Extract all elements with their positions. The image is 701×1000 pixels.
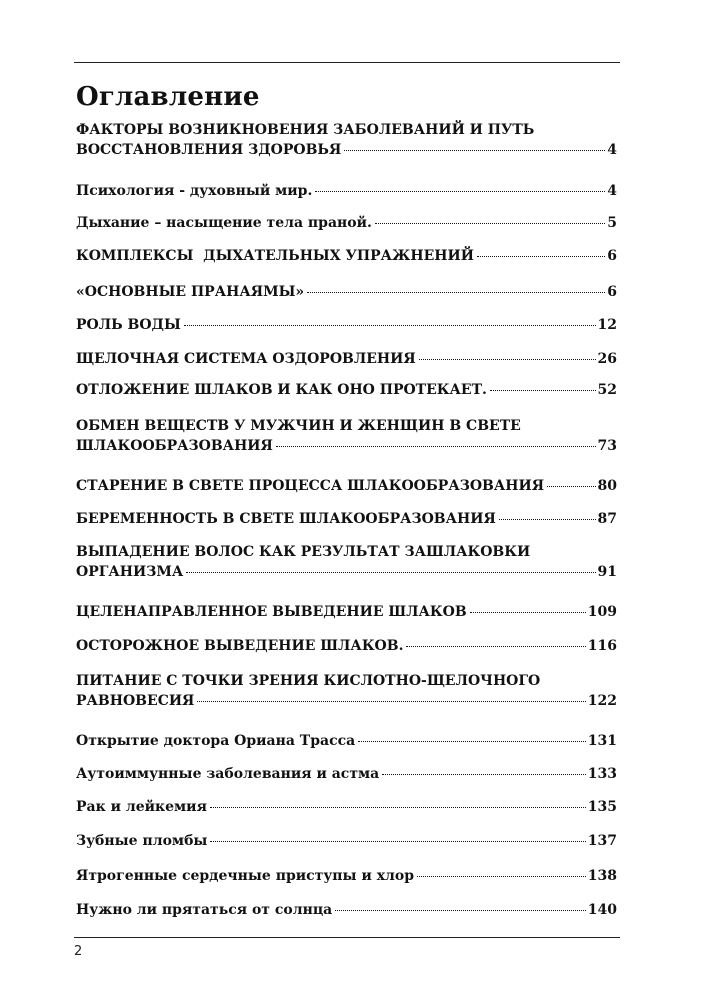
toc-entry-page: 140 [587, 902, 617, 918]
toc-entry-title: РОЛЬ ВОДЫ [76, 317, 181, 333]
dot-leader [307, 292, 605, 293]
toc-entry-page: 87 [597, 511, 617, 527]
toc-entry-page: 6 [607, 248, 617, 264]
toc-entry-title-line-1: ПИТАНИЕ С ТОЧКИ ЗРЕНИЯ КИСЛОТНО-ЩЕЛОЧНОГО [76, 673, 541, 689]
toc-entry-page: 12 [597, 317, 617, 333]
dot-leader [382, 774, 586, 775]
toc-entry-title: Рак и лейкемия [76, 799, 207, 815]
dot-leader [470, 612, 586, 613]
toc-entry-page: 116 [587, 638, 617, 654]
toc-entry-title: РАВНОВЕСИЯ [76, 693, 195, 709]
dot-leader [184, 325, 596, 326]
page-number: 2 [74, 944, 83, 959]
toc-entry-title: Открытие доктора Ориана Трасса [76, 733, 356, 749]
toc-entry-title: БЕРЕМЕННОСТЬ В СВЕТЕ ШЛАКООБРАЗОВАНИЯ [76, 511, 496, 527]
toc-entry-title: ОТЛОЖЕНИЕ ШЛАКОВ И КАК ОНО ПРОТЕКАЕТ. [76, 382, 487, 398]
toc-entry[interactable] [76, 315, 617, 335]
toc-entry-title: ОСТОРОЖНОЕ ВЫВЕДЕНИЕ ШЛАКОВ. [76, 638, 404, 654]
toc-entry[interactable] [76, 380, 617, 400]
toc-entry-title: ВОССТАНОВЛЕНИЯ ЗДОРОВЬЯ [76, 142, 342, 158]
dot-leader [276, 446, 596, 447]
dot-leader [547, 486, 595, 487]
toc-entry[interactable] [76, 602, 617, 622]
dot-leader [197, 701, 585, 702]
dot-leader [477, 256, 605, 257]
dot-leader [419, 359, 596, 360]
dot-leader [315, 191, 605, 192]
toc-entry-page: 6 [607, 284, 617, 300]
toc-entry[interactable] [76, 671, 617, 711]
dot-leader [344, 150, 605, 151]
toc-entry-page: 137 [587, 833, 617, 849]
toc-entry-title: Дыхание – насыщение тела праной. [76, 215, 372, 231]
toc-entry[interactable] [76, 476, 617, 496]
toc-entry[interactable] [76, 764, 617, 784]
dot-leader [499, 519, 596, 520]
toc-entry-page: 135 [587, 799, 617, 815]
dot-leader [210, 807, 586, 808]
dot-leader [490, 390, 596, 391]
toc-entry-page: 73 [597, 438, 617, 454]
dot-leader [210, 841, 585, 842]
toc-entry[interactable] [76, 282, 617, 302]
toc-entry[interactable] [76, 120, 617, 160]
toc-entry-title: КОМПЛЕКСЫ ДЫХАТЕЛЬНЫХ УПРАЖНЕНИЙ [76, 248, 474, 264]
dot-leader [375, 223, 605, 224]
top-rule [74, 62, 620, 63]
page-title: Оглавление [76, 82, 260, 112]
toc-entry-title: Ятрогенные сердечные приступы и хлор [76, 868, 415, 884]
toc-entry-title: Нужно ли прятаться от солнца [76, 902, 333, 918]
toc-entry-title: ОРГАНИЗМА [76, 564, 184, 580]
toc-entry-title: СТАРЕНИЕ В СВЕТЕ ПРОЦЕССА ШЛАКООБРАЗОВАНИЯ [76, 478, 545, 494]
toc-entry[interactable] [76, 246, 617, 266]
toc-entry-page: 26 [597, 351, 617, 367]
toc-entry[interactable] [76, 509, 617, 529]
toc-entry-title: ЩЕЛОЧНАЯ СИСТЕМА ОЗДОРОВЛЕНИЯ [76, 351, 416, 367]
toc-entry-page: 109 [587, 604, 617, 620]
toc-entry-page: 131 [587, 733, 617, 749]
toc-entry[interactable] [76, 636, 617, 656]
toc-entry-page: 80 [597, 478, 617, 494]
toc-entry-title: «ОСНОВНЫЕ ПРАНАЯМЫ» [76, 284, 305, 300]
toc-entry[interactable] [76, 866, 617, 886]
toc-entry[interactable] [76, 349, 617, 369]
toc-entry[interactable] [76, 731, 617, 751]
toc-entry-title: Зубные пломбы [76, 833, 208, 849]
toc-entry[interactable] [76, 181, 617, 201]
dot-leader [417, 876, 586, 877]
toc-entry[interactable] [76, 213, 617, 233]
toc-entry-page: 122 [587, 693, 617, 709]
toc-entry-page: 138 [587, 868, 617, 884]
toc-entry-page: 4 [607, 183, 617, 199]
toc-entry-page: 4 [607, 142, 617, 158]
toc-entry-title-line-1: ФАКТОРЫ ВОЗНИКНОВЕНИЯ ЗАБОЛЕВАНИЙ И ПУТЬ [76, 122, 535, 138]
dot-leader [406, 646, 585, 647]
toc-entry-title-line-1: ОБМЕН ВЕЩЕСТВ У МУЖЧИН И ЖЕНЩИН В СВЕТЕ [76, 418, 521, 434]
dot-leader [186, 572, 595, 573]
toc-entry-title-line-1: ВЫПАДЕНИЕ ВОЛОС КАК РЕЗУЛЬТАТ ЗАШЛАКОВКИ [76, 544, 531, 560]
toc-entry[interactable] [76, 900, 617, 920]
toc-entry-title: Психология - духовный мир. [76, 183, 313, 199]
toc-entry-page: 5 [607, 215, 617, 231]
toc-entry-page: 52 [597, 382, 617, 398]
toc-entry[interactable] [76, 831, 617, 851]
toc-entry-page: 91 [597, 564, 617, 580]
toc-entry-title: ШЛАКООБРАЗОВАНИЯ [76, 438, 273, 454]
toc-entry[interactable] [76, 416, 617, 456]
dot-leader [358, 741, 586, 742]
toc-entry[interactable] [76, 797, 617, 817]
toc-entry-title: ЦЕЛЕНАПРАВЛЕННОЕ ВЫВЕДЕНИЕ ШЛАКОВ [76, 604, 467, 620]
toc-entry-page: 133 [587, 766, 617, 782]
bottom-rule [74, 937, 620, 938]
toc-entry[interactable] [76, 542, 617, 582]
toc-entry-title: Аутоиммунные заболевания и астма [76, 766, 380, 782]
dot-leader [335, 910, 586, 911]
